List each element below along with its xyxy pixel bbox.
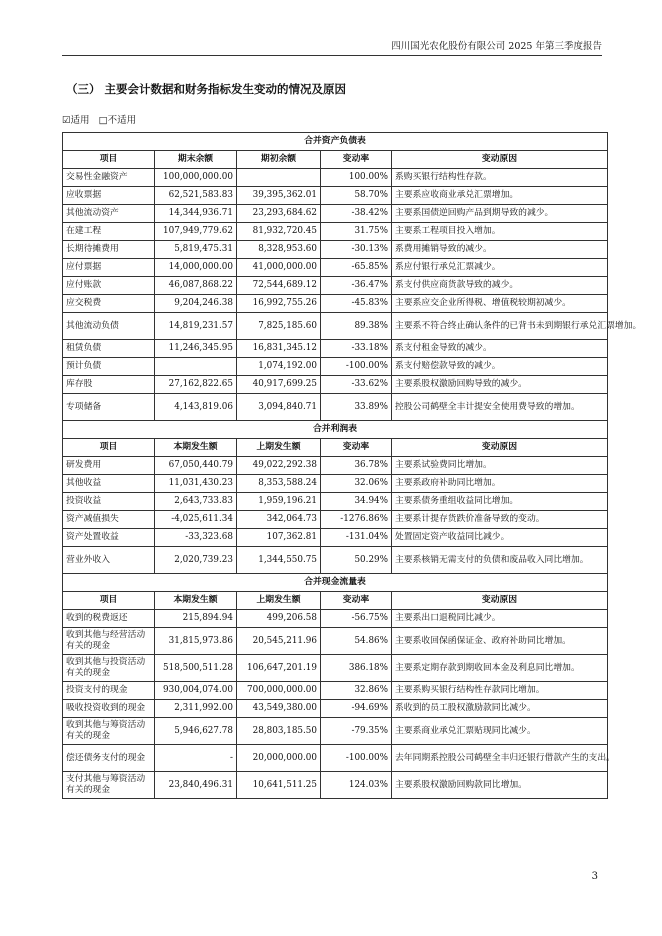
row-reason: 主要系核销无需支付的负债和废品收入同比增加。 xyxy=(392,547,608,574)
page-header: 四川国光农化股份有限公司 2025 年第三季度报告 xyxy=(62,38,602,56)
row-value2: 106,647,201.19 xyxy=(237,655,321,682)
table-row xyxy=(63,223,608,241)
row-reason: 主要系债务重组收益同比增加。 xyxy=(392,493,608,511)
row-reason: 去年同期系控股公司鹤壁全丰归还银行借款产生的支出。 xyxy=(392,745,608,772)
row-item-name: 吸收投资收到的现金 xyxy=(63,700,155,718)
row-item-name: 支付其他与筹资活动有关的现金 xyxy=(63,772,155,799)
table-row xyxy=(63,340,608,358)
row-reason: 主要系工程项目投入增加。 xyxy=(392,223,608,241)
row-reason: 系支付租金导致的减少。 xyxy=(392,340,608,358)
table-row xyxy=(63,205,608,223)
row-value2: 107,362.81 xyxy=(237,529,321,547)
row-value1: 23,840,496.31 xyxy=(155,772,237,799)
row-reason: 处置固定资产收益同比减少。 xyxy=(392,529,608,547)
row-change-rate: 54.86% xyxy=(321,628,392,655)
row-reason: 主要系定期存款到期收回本金及利息同比增加。 xyxy=(392,655,608,682)
row-value2: 1,344,550.75 xyxy=(237,547,321,574)
row-value2: 20,545,211.96 xyxy=(237,628,321,655)
financial-changes-table xyxy=(62,132,642,799)
applicable-option-checked: ☑适用 xyxy=(62,115,90,126)
row-change-rate: -79.35% xyxy=(321,718,392,745)
table-row xyxy=(63,259,608,277)
table-row xyxy=(63,313,608,340)
row-change-rate: -38.42% xyxy=(321,205,392,223)
table-row xyxy=(63,610,608,628)
row-value2: 10,641,511.25 xyxy=(237,772,321,799)
column-header-value2: 期初余额 xyxy=(237,151,321,169)
applicability-options xyxy=(62,112,136,126)
row-item-name: 其他收益 xyxy=(63,475,155,493)
column-header-value2: 上期发生额 xyxy=(237,439,321,457)
row-reason: 系购买银行结构性存款。 xyxy=(392,169,608,187)
row-value1: 2,311,992.00 xyxy=(155,700,237,718)
row-item-name: 投资收益 xyxy=(63,493,155,511)
row-item-name: 资产减值损失 xyxy=(63,511,155,529)
row-value1: 67,050,440.79 xyxy=(155,457,237,475)
row-item-name: 收到其他与投资活动有关的现金 xyxy=(63,655,155,682)
row-value2: 8,328,953.60 xyxy=(237,241,321,259)
section-title-row xyxy=(63,421,608,439)
row-change-rate: -56.75% xyxy=(321,610,392,628)
row-reason: 系费用摊销导致的减少。 xyxy=(392,241,608,259)
table-row xyxy=(63,475,608,493)
row-value1: 31,815,973.86 xyxy=(155,628,237,655)
row-value2: 23,293,684.62 xyxy=(237,205,321,223)
row-change-rate: 50.29% xyxy=(321,547,392,574)
row-value1: 930,004,074.00 xyxy=(155,682,237,700)
row-value2: 16,992,755.26 xyxy=(237,295,321,313)
applicable-option-unchecked: □不适用 xyxy=(98,115,137,126)
table-row xyxy=(63,547,608,574)
row-change-rate: 386.18% xyxy=(321,655,392,682)
row-value2: 20,000,000.00 xyxy=(237,745,321,772)
table-row xyxy=(63,493,608,511)
row-reason: 主要系收回保函保证金、政府补助同比增加。 xyxy=(392,628,608,655)
row-change-rate: -36.47% xyxy=(321,277,392,295)
column-header-reason: 变动原因 xyxy=(392,439,608,457)
table-row xyxy=(63,277,608,295)
row-value2: 3,094,840.71 xyxy=(237,394,321,421)
row-item-name: 专项储备 xyxy=(63,394,155,421)
column-header-value1: 期末余额 xyxy=(155,151,237,169)
row-change-rate: -65.85% xyxy=(321,259,392,277)
row-value2: 81,932,720.45 xyxy=(237,223,321,241)
row-change-rate: 58.70% xyxy=(321,187,392,205)
row-item-name: 投资支付的现金 xyxy=(63,682,155,700)
row-value2: 49,022,292.38 xyxy=(237,457,321,475)
column-header-item: 项目 xyxy=(63,592,155,610)
row-value1: 14,000,000.00 xyxy=(155,259,237,277)
column-header-row xyxy=(63,439,608,457)
row-reason: 系收到的员工股权激励款同比减少。 xyxy=(392,700,608,718)
table-row xyxy=(63,511,608,529)
row-value1: 14,819,231.57 xyxy=(155,313,237,340)
row-reason: 主要系计提存货跌价准备导致的变动。 xyxy=(392,511,608,529)
row-change-rate: 32.86% xyxy=(321,682,392,700)
row-value1: 2,020,739.23 xyxy=(155,547,237,574)
row-reason: 主要系试验费同比增加。 xyxy=(392,457,608,475)
row-change-rate: -30.13% xyxy=(321,241,392,259)
row-value2: 40,917,699.25 xyxy=(237,376,321,394)
table-row xyxy=(63,295,608,313)
row-reason: 主要系购买银行结构性存款同比增加。 xyxy=(392,682,608,700)
row-change-rate: 100.00% xyxy=(321,169,392,187)
row-item-name: 收到的税费返还 xyxy=(63,610,155,628)
row-change-rate: 34.94% xyxy=(321,493,392,511)
row-value2: 7,825,185.60 xyxy=(237,313,321,340)
row-value1: 518,500,511.28 xyxy=(155,655,237,682)
table-row xyxy=(63,169,608,187)
column-header-row xyxy=(63,151,608,169)
row-change-rate: 31.75% xyxy=(321,223,392,241)
column-header-change-rate: 变动率 xyxy=(321,439,392,457)
row-value2: 499,206.58 xyxy=(237,610,321,628)
column-header-change-rate: 变动率 xyxy=(321,592,392,610)
column-header-reason: 变动原因 xyxy=(392,592,608,610)
row-reason: 系支付供应商货款导致的减少。 xyxy=(392,277,608,295)
row-item-name: 应收票据 xyxy=(63,187,155,205)
row-reason: 主要系应交企业所得税、增值税较期初减少。 xyxy=(392,295,608,313)
column-header-item: 项目 xyxy=(63,439,155,457)
table-row xyxy=(63,682,608,700)
row-item-name: 租赁负债 xyxy=(63,340,155,358)
row-value1: 46,087,868.22 xyxy=(155,277,237,295)
section-title-row xyxy=(63,574,608,592)
table-row xyxy=(63,745,608,772)
row-value1: 2,643,733.83 xyxy=(155,493,237,511)
table-row xyxy=(63,457,608,475)
row-value1: 4,143,819.06 xyxy=(155,394,237,421)
row-reason: 主要系政府补助同比增加。 xyxy=(392,475,608,493)
row-change-rate: -33.18% xyxy=(321,340,392,358)
column-header-change-rate: 变动率 xyxy=(321,151,392,169)
row-change-rate: 32.06% xyxy=(321,475,392,493)
row-item-name: 营业外收入 xyxy=(63,547,155,574)
row-item-name: 资产处置收益 xyxy=(63,529,155,547)
row-reason: 主要系不符合终止确认条件的已背书未到期银行承兑汇票增加。 xyxy=(392,313,608,340)
row-item-name: 应付票据 xyxy=(63,259,155,277)
row-change-rate: 124.03% xyxy=(321,772,392,799)
table-row xyxy=(63,718,608,745)
row-change-rate: -100.00% xyxy=(321,358,392,376)
row-value1: -33,323.68 xyxy=(155,529,237,547)
row-value1: 9,204,246.38 xyxy=(155,295,237,313)
table-row xyxy=(63,655,608,682)
row-value1: - xyxy=(155,745,237,772)
row-value2: 700,000,000.00 xyxy=(237,682,321,700)
row-item-name: 研发费用 xyxy=(63,457,155,475)
table-row xyxy=(63,187,608,205)
column-header-value2: 上期发生额 xyxy=(237,592,321,610)
row-item-name: 收到其他与筹资活动有关的现金 xyxy=(63,718,155,745)
row-value1: 14,344,936.71 xyxy=(155,205,237,223)
section-title: （三） 主要会计数据和财务指标发生变动的情况及原因 xyxy=(66,82,347,96)
row-value1: 62,521,583.83 xyxy=(155,187,237,205)
row-item-name: 库存股 xyxy=(63,376,155,394)
row-value2: 43,549,380.00 xyxy=(237,700,321,718)
column-header-row xyxy=(63,592,608,610)
table-row xyxy=(63,358,608,376)
row-reason: 主要系出口退税同比减少。 xyxy=(392,610,608,628)
row-reason: 系应付银行承兑汇票减少。 xyxy=(392,259,608,277)
table-row xyxy=(63,241,608,259)
row-value1: 107,949,779.62 xyxy=(155,223,237,241)
row-value2: 72,544,689.12 xyxy=(237,277,321,295)
row-value1: 11,246,345.95 xyxy=(155,340,237,358)
row-item-name: 在建工程 xyxy=(63,223,155,241)
table-row xyxy=(63,529,608,547)
row-reason: 主要系应收商业承兑汇票增加。 xyxy=(392,187,608,205)
table-row xyxy=(63,772,608,799)
row-value1 xyxy=(155,358,237,376)
column-header-reason: 变动原因 xyxy=(392,151,608,169)
row-value1: -4,025,611.34 xyxy=(155,511,237,529)
row-item-name: 偿还债务支付的现金 xyxy=(63,745,155,772)
row-value1: 27,162,822.65 xyxy=(155,376,237,394)
table-section-title: 合并现金流量表 xyxy=(63,574,608,592)
row-value1: 215,894.94 xyxy=(155,610,237,628)
row-item-name: 应交税费 xyxy=(63,295,155,313)
row-value2 xyxy=(237,169,321,187)
table-row xyxy=(63,394,608,421)
row-value1: 5,946,627.78 xyxy=(155,718,237,745)
row-reason: 主要系股权激励回购导致的减少。 xyxy=(392,376,608,394)
table-row xyxy=(63,376,608,394)
row-reason: 主要系商业承兑汇票贴现同比减少。 xyxy=(392,718,608,745)
row-change-rate: -45.83% xyxy=(321,295,392,313)
row-item-name: 应付账款 xyxy=(63,277,155,295)
row-value2: 342,064.73 xyxy=(237,511,321,529)
row-value2: 16,831,345.12 xyxy=(237,340,321,358)
row-value2: 41,000,000.00 xyxy=(237,259,321,277)
row-value2: 1,959,196.21 xyxy=(237,493,321,511)
row-value1: 11,031,430.23 xyxy=(155,475,237,493)
row-change-rate: 33.89% xyxy=(321,394,392,421)
table-section-title: 合并资产负债表 xyxy=(63,133,608,151)
table-row xyxy=(63,628,608,655)
row-value2: 28,803,185.50 xyxy=(237,718,321,745)
row-change-rate: -100.00% xyxy=(321,745,392,772)
row-item-name: 其他流动资产 xyxy=(63,205,155,223)
table-row xyxy=(63,700,608,718)
row-change-rate: -1276.86% xyxy=(321,511,392,529)
column-header-value1: 本期发生额 xyxy=(155,592,237,610)
column-header-value1: 本期发生额 xyxy=(155,439,237,457)
table-section-title: 合并利润表 xyxy=(63,421,608,439)
row-value2: 39,395,362.01 xyxy=(237,187,321,205)
column-header-item: 项目 xyxy=(63,151,155,169)
section-title-row xyxy=(63,133,608,151)
row-value2: 1,074,192.00 xyxy=(237,358,321,376)
row-item-name: 其他流动负债 xyxy=(63,313,155,340)
row-change-rate: -131.04% xyxy=(321,529,392,547)
page-number: 3 xyxy=(591,871,598,882)
row-value1: 5,819,475.31 xyxy=(155,241,237,259)
row-reason: 主要系股权激励回购款同比增加。 xyxy=(392,772,608,799)
row-reason: 主要系国债逆回购产品到期导致的减少。 xyxy=(392,205,608,223)
row-change-rate: 89.38% xyxy=(321,313,392,340)
row-item-name: 预计负债 xyxy=(63,358,155,376)
row-value1: 100,000,000.00 xyxy=(155,169,237,187)
row-item-name: 收到其他与经营活动有关的现金 xyxy=(63,628,155,655)
row-value2: 8,353,588.24 xyxy=(237,475,321,493)
row-item-name: 长期待摊费用 xyxy=(63,241,155,259)
row-reason: 系支付赔偿款导致的减少。 xyxy=(392,358,608,376)
row-change-rate: -33.62% xyxy=(321,376,392,394)
row-change-rate: -94.69% xyxy=(321,700,392,718)
row-item-name: 交易性金融资产 xyxy=(63,169,155,187)
row-reason: 控股公司鹤壁全丰计提安全使用费导致的增加。 xyxy=(392,394,608,421)
row-change-rate: 36.78% xyxy=(321,457,392,475)
